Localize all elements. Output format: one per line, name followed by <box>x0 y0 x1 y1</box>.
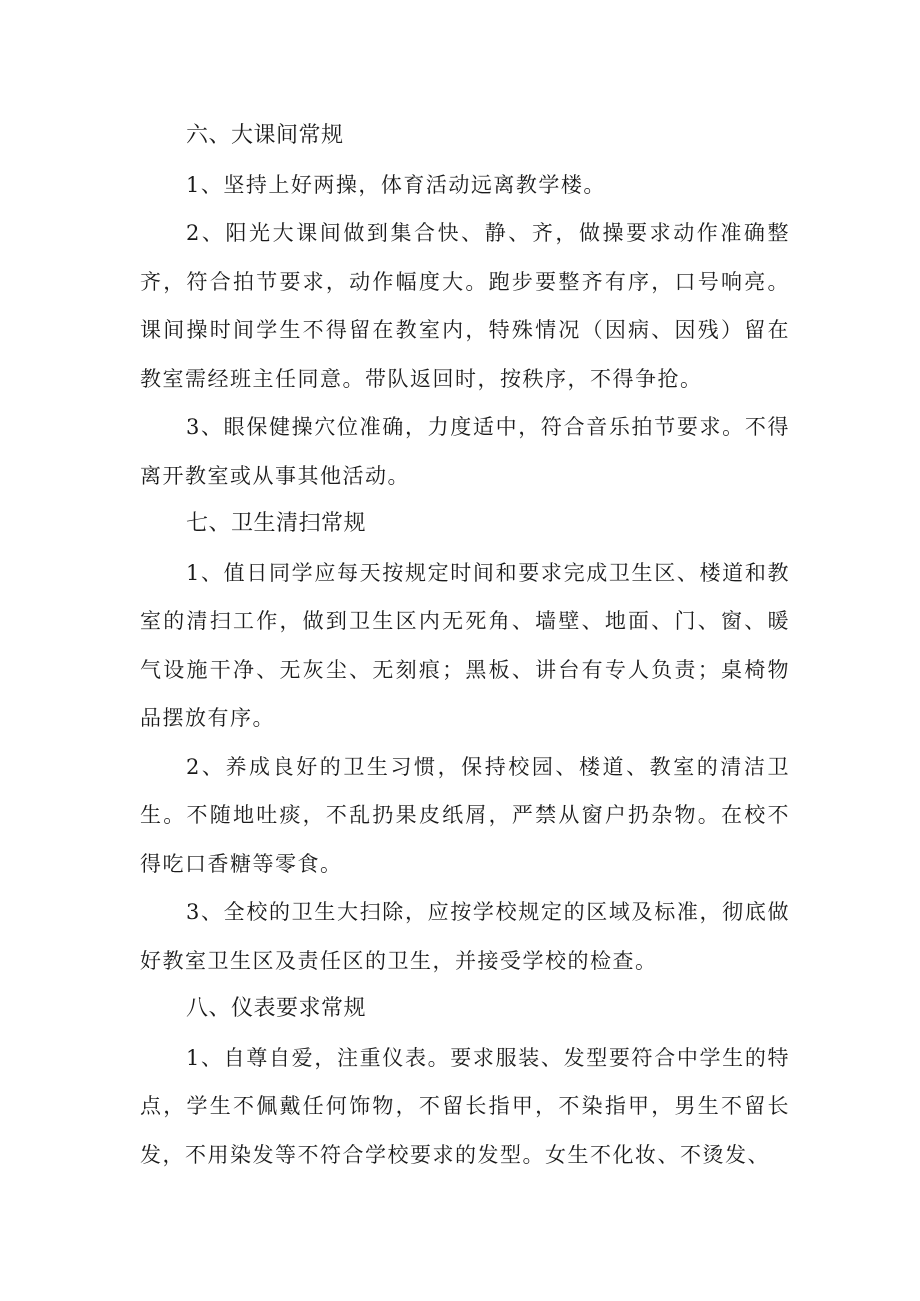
document-body <box>140 112 790 1179</box>
section-heading-appearance-routine: 八、仪表要求常规 <box>186 996 367 1021</box>
paragraph: 1、值日同学应每天按规定时间和要求完成卫生区、楼道和教室的清扫工作，做到卫生区内无死角、墙壁、地面、门、窗、暖气设施干净、无灰尘、无刻痕；黑板、讲台有专人负责；桌椅物品摆放有序。 <box>140 560 790 730</box>
section-heading-cleaning-routine: 七、卫生清扫常规 <box>186 511 367 536</box>
paragraph: 2、养成良好的卫生习惯，保持校园、楼道、教室的清洁卫生。不随地吐痰，不乱扔果皮纸屑，严禁从窗户扔杂物。在校不得吃口香糖等零食。 <box>140 754 790 876</box>
paragraph: 1、自尊自爱，注重仪表。要求服装、发型要符合中学生的特点，学生不佩戴任何饰物，不留长指甲，不染指甲，男生不留长发，不用染发等不符合学校要求的发型。女生不化妆、不烫发、 <box>140 1045 790 1167</box>
section-heading-break-routine: 六、大课间常规 <box>186 123 344 148</box>
paragraph: 2、阳光大课间做到集合快、静、齐，做操要求动作准确整齐，符合拍节要求，动作幅度大。跑步要整齐有序，口号响亮。课间操时间学生不得留在教室内，特殊情况（因病、因残）留在教室需经班主任同意。带队返回时，按秩序，不得争抢。 <box>140 221 790 391</box>
paragraph: 1、坚持上好两操，体育活动远离教学楼。 <box>186 172 606 197</box>
paragraph: 3、全校的卫生大扫除，应按学校规定的区域及标准，彻底做好教室卫生区及责任区的卫生，并接受学校的检查。 <box>140 900 790 973</box>
paragraph: 3、眼保健操穴位准确，力度适中，符合音乐拍节要求。不得离开教室或从事其他活动。 <box>140 415 790 488</box>
